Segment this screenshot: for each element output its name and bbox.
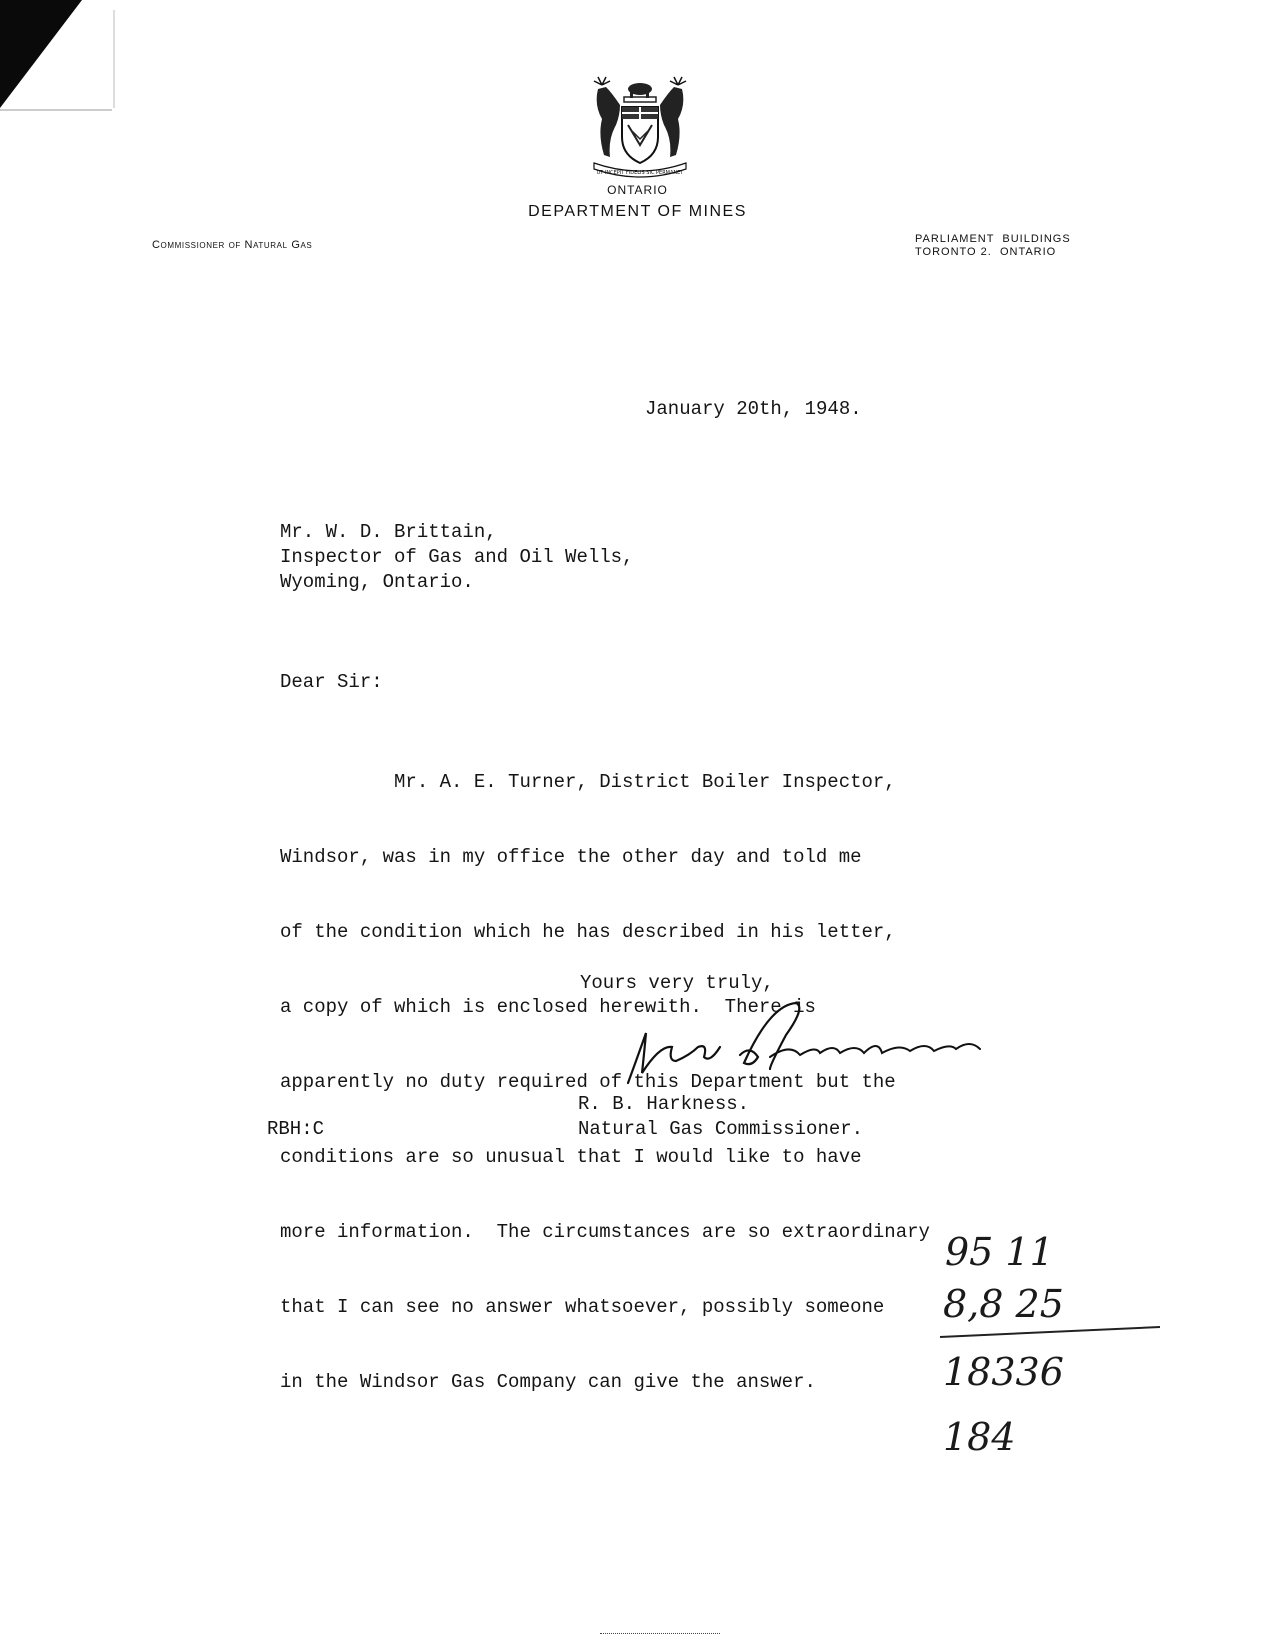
handwritten-number: 95 11 (945, 1230, 1054, 1274)
signer-title: Natural Gas Commissioner. (578, 1118, 864, 1140)
letterhead-province: ONTARIO (607, 183, 668, 197)
salutation: Dear Sir: (280, 671, 383, 693)
corner-fold-mark (0, 0, 120, 120)
letterhead-address (915, 233, 1071, 259)
signer-block (578, 1092, 863, 1142)
handwritten-number: 184 (943, 1415, 1016, 1459)
letterhead-address-line1: PARLIAMENT BUILDINGS (915, 233, 1071, 245)
recipient-address (280, 520, 633, 595)
body-line: Mr. A. E. Turner, District Boiler Inspector, (280, 771, 896, 793)
body-line: apparently no duty required of this Department but the (280, 1071, 896, 1093)
body-line: that I can see no answer whatsoever, possibly someone (280, 1296, 885, 1318)
handwritten-signature (620, 995, 1040, 1090)
bottom-edge-mark (600, 1633, 720, 1638)
sum-line (940, 1327, 1160, 1337)
body-line: more information. The circumstances are so extraordinary (280, 1221, 930, 1243)
handwritten-number: 18336 (943, 1350, 1064, 1394)
svg-text:UT INCEPIT FIDELIS SIC PERMANE: UT INCEPIT FIDELIS SIC PERMANET (596, 170, 684, 176)
recipient-line: Inspector of Gas and Oil Wells, (280, 546, 634, 568)
letterhead-office: Commissioner of Natural Gas (152, 239, 313, 251)
handwritten-number: 8,8 25 (943, 1282, 1064, 1326)
recipient-line: Mr. W. D. Brittain, (280, 521, 497, 543)
typist-initials: RBH:C (267, 1118, 325, 1140)
handwritten-calculation (935, 1225, 1165, 1465)
coat-of-arms-icon (580, 75, 700, 180)
body-line: conditions are so unusual that I would like to have (280, 1146, 862, 1168)
body-line: in the Windsor Gas Company can give the answer. (280, 1371, 816, 1393)
recipient-line: Wyoming, Ontario. (280, 571, 474, 593)
body-line: a copy of which is enclosed herewith. There is (280, 996, 816, 1018)
letter-date: January 20th, 1948. (645, 398, 862, 420)
signer-name: R. B. Harkness. (578, 1093, 750, 1115)
letterhead-department: DEPARTMENT OF MINES (528, 203, 747, 220)
closing: Yours very truly, (580, 972, 774, 994)
body-line: of the condition which he has described in his letter, (280, 921, 896, 943)
letterhead-address-line2: TORONTO 2. ONTARIO (915, 246, 1057, 258)
body-line: Windsor, was in my office the other day and told me (280, 846, 862, 868)
